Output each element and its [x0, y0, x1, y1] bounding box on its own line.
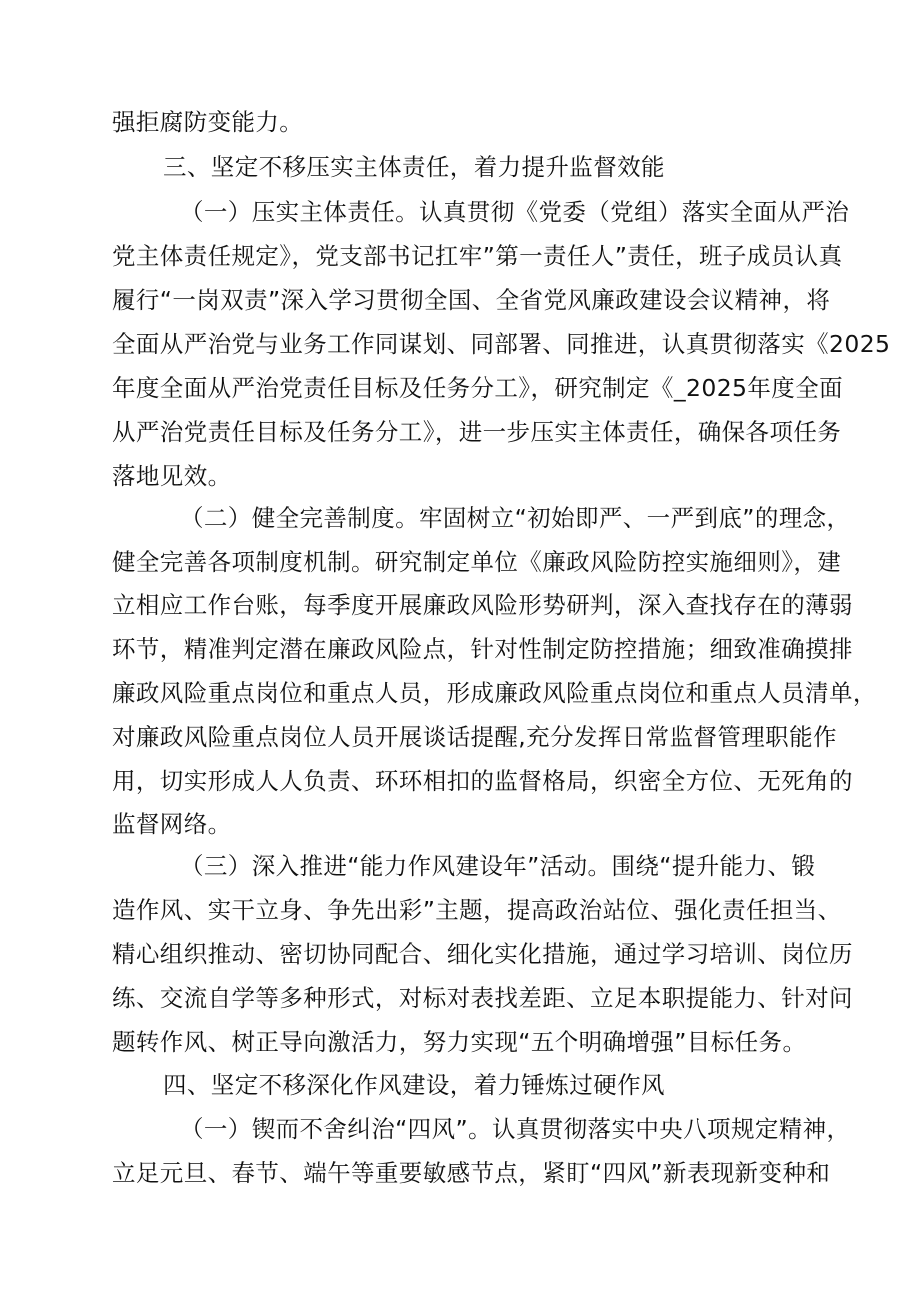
text-line: 立相应工作台账，每季度开展廉政风险形势研判，深入查找存在的薄弱	[112, 591, 853, 619]
text-line: 立足元旦、春节、端午等重要敏感节点，紧盯“四风”新表现新变种和	[112, 1159, 831, 1187]
text-line: 党主体责任规定》，党支部书记扛牢”第一责任人”责任，班子成员认真	[112, 242, 843, 270]
text-line: 全面从严治党与业务工作同谋划、同部署、同推进，认真贯彻落实《2025	[112, 330, 891, 358]
text-line: 履行“一岗双责”深入学习贯彻全国、全省党风廉政建设会议精神，将	[112, 286, 831, 314]
text-line: 监督网络。	[112, 810, 232, 838]
paragraph-first-line: （三）深入推进“能力作风建设年”活动。围绕“提升能力、锻	[180, 852, 816, 880]
text-line: 用，切实形成人人负责、环环相扣的监督格局，织密全方位、无死角的	[112, 767, 853, 795]
text-line: 题转作风、树正导向激活力，努力实现“五个明确增强”目标任务。	[112, 1028, 807, 1056]
paragraph-first-line: （二）健全完善制度。牢固树立“初始即严、一严到底”的理念，	[180, 504, 851, 532]
paragraph-first-line: （一）锲而不舍纠治“四风”。认真贯彻落实中央八项规定精神，	[180, 1115, 851, 1143]
text-line: 落地见效。	[112, 462, 232, 490]
section-heading: 四、坚定不移深化作风建设，着力锤炼过硬作风	[163, 1071, 665, 1099]
text-line: 环节，精准判定潜在廉政风险点，针对性制定防控措施；细致准确摸排	[112, 635, 853, 663]
section-heading: 三、坚定不移压实主体责任，着力提升监督效能	[163, 153, 665, 181]
text-line: 强拒腐防变能力。	[112, 108, 304, 136]
text-line: 练、交流自学等多种形式，对标对表找差距、立足本职提能力、针对问	[112, 984, 853, 1012]
text-line: 廉政风险重点岗位和重点人员，形成廉政风险重点岗位和重点人员清单，	[112, 679, 877, 707]
text-line: 从严治党责任目标及任务分工》，进一步压实主体责任，确保各项任务	[112, 418, 842, 446]
paragraph-first-line: （一）压实主体责任。认真贯彻《党委（党组）落实全面从严治	[180, 198, 850, 226]
text-line: 精心组织推动、密切协同配合、细化实化措施，通过学习培训、岗位历	[112, 940, 853, 968]
text-line: 健全完善各项制度机制。研究制定单位《廉政风险防控实施细则》，建	[112, 548, 842, 576]
text-line: 对廉政风险重点岗位人员开展谈话提醒,充分发挥日常监督管理职能作	[112, 723, 837, 751]
text-line: 年度全面从严治党责任目标及任务分工》，研究制定《_2025年度全面	[112, 374, 844, 402]
text-line: 造作风、实干立身、争先出彩”主题，提高政治站位、强化责任担当、	[112, 896, 842, 924]
